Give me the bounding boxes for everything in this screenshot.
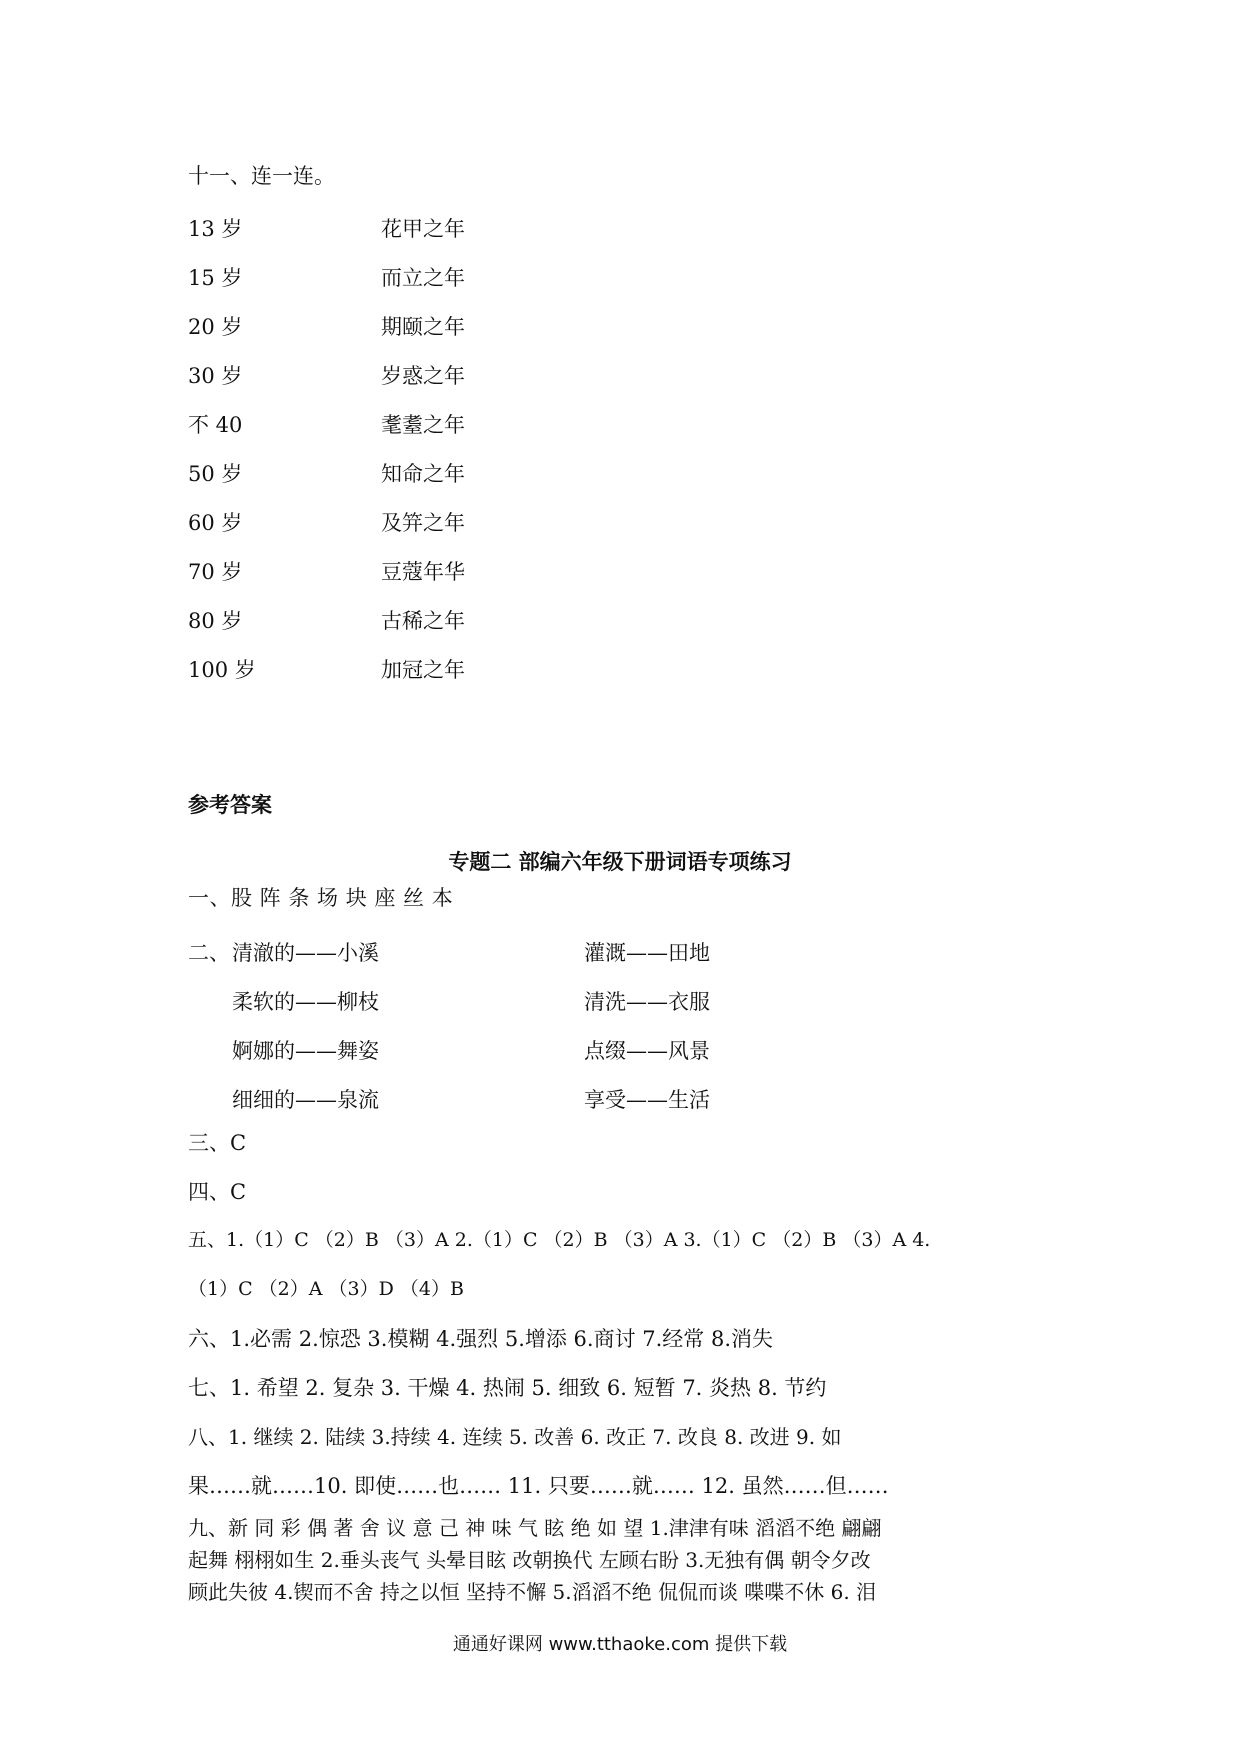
match-right-item: 而立之年 (381, 266, 465, 290)
match-left-item: 30 岁 (188, 364, 243, 388)
match-right-item: 岁惑之年 (381, 364, 465, 388)
match-left-item: 70 岁 (188, 560, 243, 584)
match-left-item: 60 岁 (188, 511, 243, 535)
match-right-item: 期颐之年 (381, 315, 465, 339)
answer-q9-line: 起舞 栩栩如生 2.垂头丧气 头晕目眩 改朝换代 左顾右盼 3.无独有偶 朝令夕改 (188, 1548, 871, 1572)
answer-q2-pair-b: 清洗——衣服 (584, 990, 710, 1014)
answer-q9-line: 顾此失彼 4.锲而不舍 持之以恒 坚持不懈 5.滔滔不绝 侃侃而谈 喋喋不休 6. 泪 (188, 1580, 877, 1604)
answer-q8-line: 八、1. 继续 2. 陆续 3.持续 4. 连续 5. 改善 6. 改正 7. 改良 8. 改进 9. 如 (188, 1425, 842, 1449)
match-left-item: 13 岁 (188, 217, 243, 241)
answer-q2-label: 二、 (188, 941, 230, 965)
match-left-item: 20 岁 (188, 315, 243, 339)
match-left-item: 不 40 (188, 413, 243, 437)
answer-q2-pair-a: 柔软的——柳枝 (232, 990, 379, 1014)
answer-q2-pair-a: 清澈的——小溪 (232, 941, 379, 965)
match-right-item: 知命之年 (381, 462, 465, 486)
match-left-item: 80 岁 (188, 609, 243, 633)
answer-q3: 三、C (188, 1131, 247, 1155)
section-heading: 十一、连一连。 (188, 164, 335, 188)
match-right-item: 豆蔻年华 (381, 560, 465, 584)
match-right-item: 耄耋之年 (381, 413, 465, 437)
answer-q7: 七、1. 希望 2. 复杂 3. 干燥 4. 热闹 5. 细致 6. 短暂 7. 炎热 8. 节约 (188, 1376, 827, 1400)
answer-q6: 六、1.必需 2.惊恐 3.模糊 4.强烈 5.增添 6.商讨 7.经常 8.消失 (188, 1327, 774, 1351)
answers-heading: 参考答案 (188, 793, 272, 817)
match-left-item: 100 岁 (188, 658, 256, 682)
answer-q2-pair-a: 婀娜的——舞姿 (232, 1039, 379, 1063)
answer-q2-pair-b: 点缀——风景 (584, 1039, 710, 1063)
page-footer: 通通好课网 www.tthaoke.com 提供下载 (452, 1634, 788, 1655)
match-right-item: 加冠之年 (381, 658, 465, 682)
answer-q4: 四、C (188, 1180, 247, 1204)
answer-q1: 一、股 阵 条 场 块 座 丝 本 (188, 886, 454, 910)
match-left-item: 15 岁 (188, 266, 243, 290)
match-left-item: 50 岁 (188, 462, 243, 486)
answer-q2-pair-b: 灌溉——田地 (584, 941, 710, 965)
match-right-item: 及笄之年 (381, 511, 465, 535)
answer-q2-pair-a: 细细的——泉流 (232, 1088, 379, 1112)
answers-title: 专题二 部编六年级下册词语专项练习 (448, 850, 792, 874)
answer-q2-pair-b: 享受——生活 (584, 1088, 710, 1112)
answer-q8-line: 果……就……10. 即使……也…… 11. 只要……就…… 12. 虽然……但…… (188, 1474, 889, 1498)
answer-q5-line: （1）C （2）A （3）D （4）B (188, 1278, 464, 1300)
match-right-item: 花甲之年 (381, 217, 465, 241)
answer-q9-line: 九、新 同 彩 偶 著 舍 议 意 己 神 味 气 眩 绝 如 望 1.津津有味 滔滔不绝 翩翩 (188, 1516, 882, 1540)
answer-q5-line: 五、1.（1）C （2）B （3）A 2.（1）C （2）B （3）A 3.（1）C （2）B （3）A 4. (188, 1229, 931, 1251)
match-right-item: 古稀之年 (381, 609, 465, 633)
